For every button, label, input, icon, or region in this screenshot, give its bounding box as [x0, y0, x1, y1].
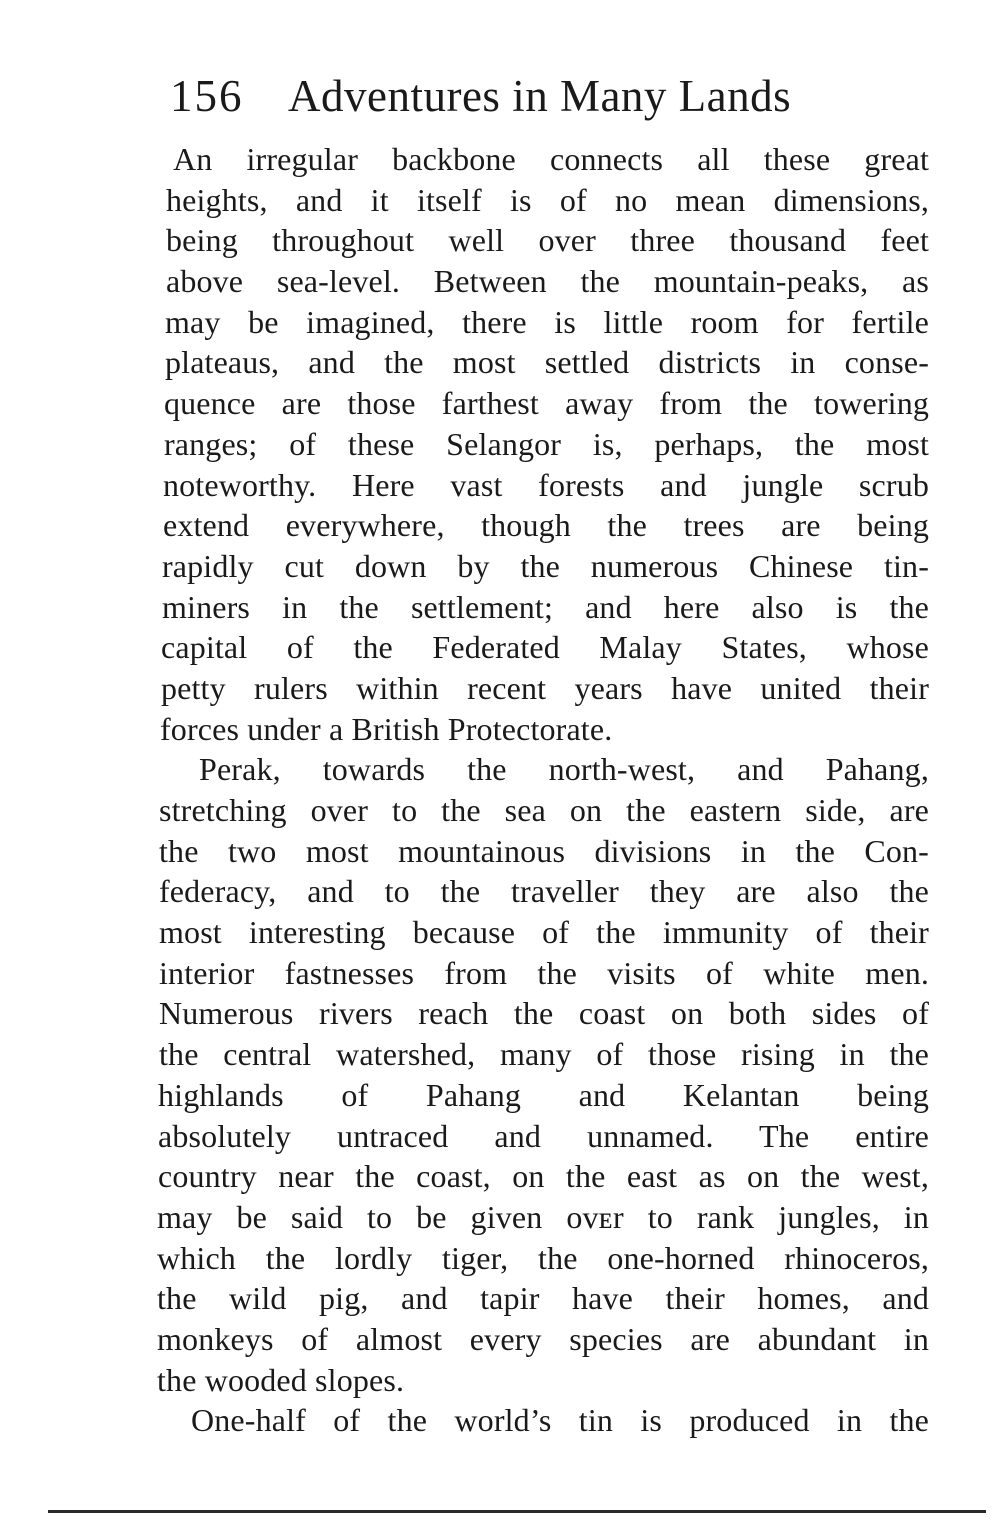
text-line: most interesting because of the immunity of their	[159, 914, 929, 951]
text-line: the two most mountainous divisions in the Con-	[159, 832, 929, 869]
text-line: petty rulers within recent years have united their	[161, 669, 929, 706]
text-line: which the lordly tiger, the one-horned rhinoceros,	[157, 1239, 929, 1276]
text-line: federacy, and to the traveller they are also the	[159, 873, 929, 910]
bottom-rule	[48, 1510, 986, 1513]
text-line: may be said to be given ovᴇr to rank jungles, in	[157, 1198, 929, 1235]
paragraph-start-line: One-half of the world’s tin is produced in the	[191, 1402, 929, 1439]
text-line: rapidly cut down by the numerous Chinese tin-	[162, 547, 929, 584]
text-line: the wooded slopes.	[157, 1361, 405, 1398]
text-line: highlands of Pahang and Kelantan being	[158, 1076, 929, 1113]
text-line: An irregular backbone connects all these great	[173, 141, 929, 177]
text-line: country near the coast, on the east as on the west,	[158, 1158, 929, 1195]
text-line: forces under a British Protectorate.	[160, 710, 613, 747]
paragraph-start-line: Perak, towards the north-west, and Pahang,	[199, 751, 929, 788]
text-line: being throughout well over three thousand feet	[166, 222, 929, 259]
text-line: stretching over to the sea on the eastern side, are	[159, 792, 929, 828]
text-line: extend everywhere, though the trees are being	[163, 507, 929, 544]
text-line: the central watershed, many of those rising in the	[159, 1036, 929, 1073]
text-line: noteworthy. Here vast forests and jungle scrub	[163, 466, 929, 503]
text-line: interior fastnesses from the visits of white men.	[159, 954, 929, 991]
text-line: plateaus, and the most settled districts in conse-	[165, 344, 929, 381]
body-text	[157, 139, 929, 1441]
running-title: Adventures in Many Lands	[288, 71, 792, 121]
text-line: Numerous rivers reach the coast on both sides of	[159, 995, 929, 1032]
text-line: heights, and it itself is of no mean dimensions,	[166, 181, 929, 218]
text-line: ranges; of these Selangor is, perhaps, the most	[164, 425, 929, 462]
running-head	[170, 66, 916, 126]
text-line: above sea-level. Between the mountain-peaks, as	[166, 263, 929, 300]
page-number: 156	[170, 71, 244, 121]
text-line: the wild pig, and tapir have their homes, and	[157, 1280, 929, 1317]
text-line: absolutely untraced and unnamed. The entire	[158, 1117, 929, 1154]
text-line: capital of the Federated Malay States, whose	[161, 629, 929, 666]
text-line: quence are those farthest away from the towering	[164, 385, 929, 422]
text-line: miners in the settlement; and here also is the	[162, 588, 929, 625]
text-line: monkeys of almost every species are abundant in	[157, 1320, 929, 1357]
text-line: may be imagined, there is little room for fertile	[165, 303, 929, 340]
